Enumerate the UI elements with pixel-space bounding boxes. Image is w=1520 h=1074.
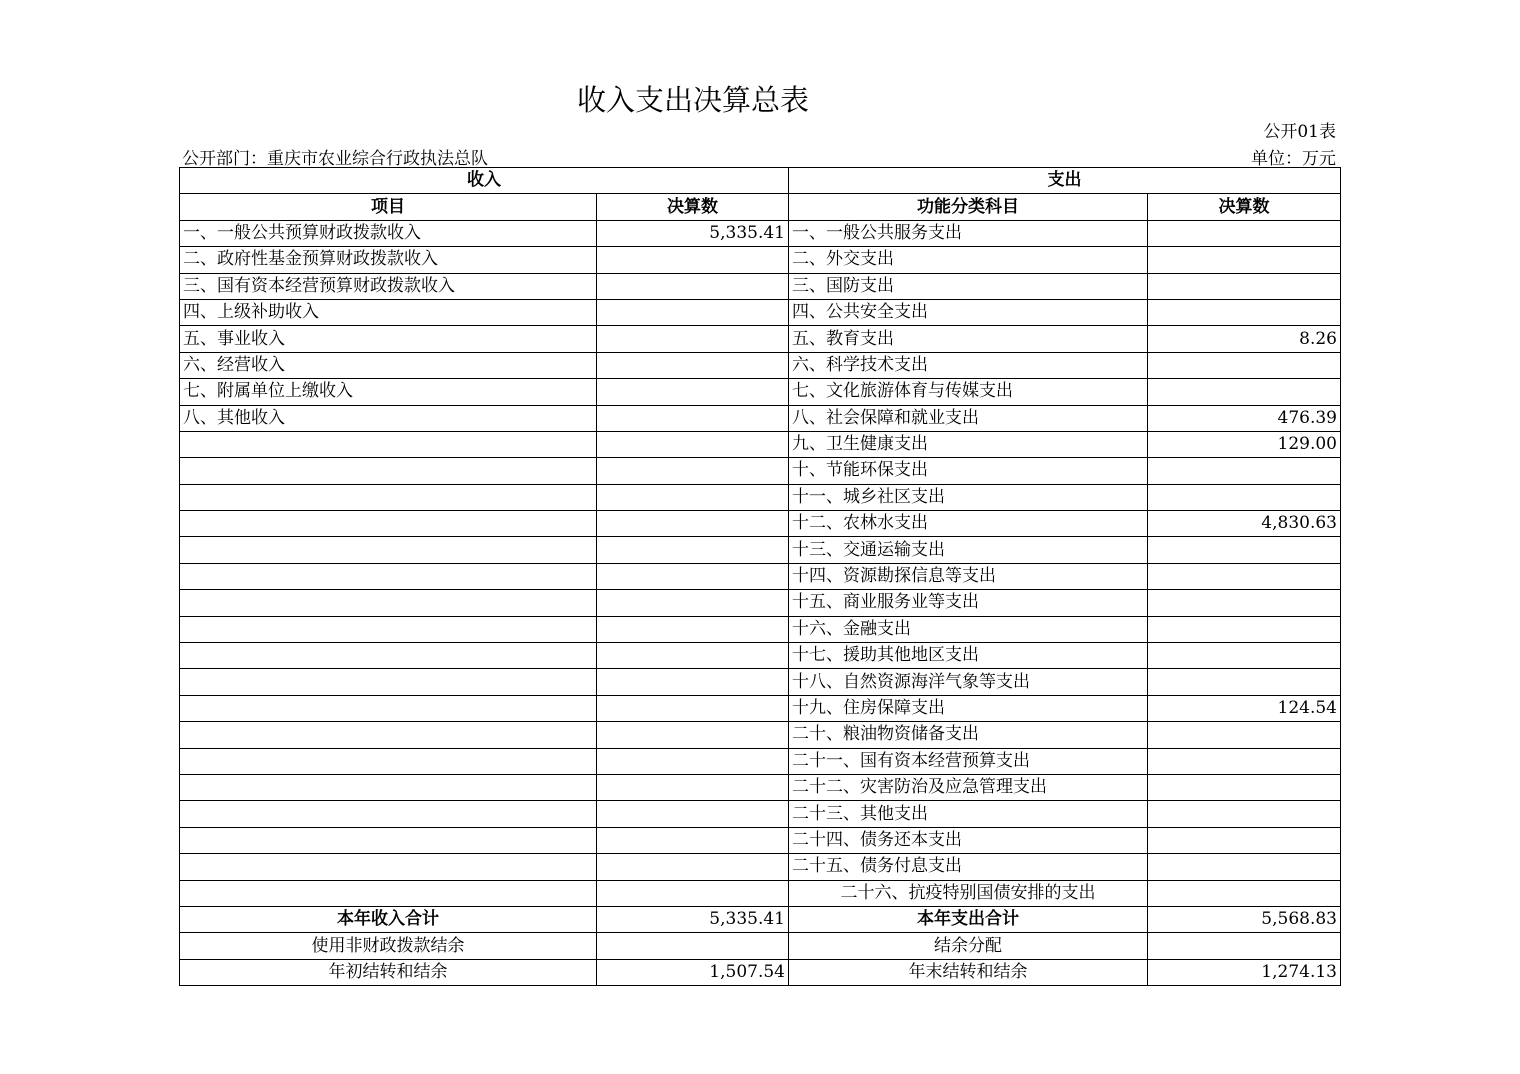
total-income-amount-cell: 1,507.54	[597, 959, 789, 985]
expense-item-cell: 十一、城乡社区支出	[789, 484, 1148, 510]
expense-amount-cell	[1148, 379, 1341, 405]
table-row	[180, 643, 1341, 669]
table-row	[180, 458, 1341, 484]
expense-amount-cell	[1148, 616, 1341, 642]
income-item-cell: 一、一般公共预算财政拨款收入	[180, 220, 597, 246]
expense-section-header: 支出	[789, 168, 1341, 194]
total-expense-label-cell: 年末结转和结余	[789, 959, 1148, 985]
income-item-cell	[180, 616, 597, 642]
income-item-cell	[180, 643, 597, 669]
income-amount-cell	[597, 247, 789, 273]
total-expense-amount-cell: 5,568.83	[1148, 906, 1341, 932]
table-row	[180, 352, 1341, 378]
table-row	[180, 563, 1341, 589]
income-amount-cell	[597, 801, 789, 827]
table-row	[180, 484, 1341, 510]
income-amount-cell	[597, 379, 789, 405]
income-amount-cell	[597, 722, 789, 748]
table-row	[180, 431, 1341, 457]
expense-item-cell: 二十、粮油物资储备支出	[789, 722, 1148, 748]
income-item-cell: 三、国有资本经营预算财政拨款收入	[180, 273, 597, 299]
expense-item-cell: 十九、住房保障支出	[789, 695, 1148, 721]
department-label: 公开部门：重庆市农业综合行政执法总队	[182, 149, 488, 169]
table-row	[180, 695, 1341, 721]
expense-item-cell: 二十五、债务付息支出	[789, 854, 1148, 880]
income-amount-cell	[597, 273, 789, 299]
unit-label: 单位：万元	[1251, 149, 1336, 169]
expense-item-cell: 四、公共安全支出	[789, 299, 1148, 325]
income-item-cell: 八、其他收入	[180, 405, 597, 431]
income-item-cell	[180, 669, 597, 695]
income-amount-cell	[597, 695, 789, 721]
expense-amount-cell	[1148, 801, 1341, 827]
expense-item-cell: 十二、农林水支出	[789, 511, 1148, 537]
table-row	[180, 827, 1341, 853]
income-amount-cell	[597, 748, 789, 774]
item-column-header: 项目	[180, 194, 597, 220]
income-item-cell	[180, 880, 597, 906]
expense-amount-cell	[1148, 643, 1341, 669]
table-row	[180, 273, 1341, 299]
expense-amount-cell	[1148, 748, 1341, 774]
expense-item-cell: 二、外交支出	[789, 247, 1148, 273]
expense-item-cell: 二十六、抗疫特别国债安排的支出	[789, 880, 1148, 906]
total-income-amount-cell	[597, 933, 789, 959]
income-item-cell	[180, 484, 597, 510]
expense-item-cell: 十四、资源勘探信息等支出	[789, 563, 1148, 589]
income-item-cell: 七、附属单位上缴收入	[180, 379, 597, 405]
expense-amount-cell	[1148, 220, 1341, 246]
income-item-cell: 六、经营收入	[180, 352, 597, 378]
income-amount-cell	[597, 854, 789, 880]
form-number: 公开01表	[1263, 122, 1336, 142]
expense-item-cell: 十五、商业服务业等支出	[789, 590, 1148, 616]
table-row	[180, 326, 1341, 352]
expense-item-cell: 七、文化旅游体育与传媒支出	[789, 379, 1148, 405]
expense-amount-cell	[1148, 352, 1341, 378]
income-amount-cell	[597, 669, 789, 695]
expense-amount-cell	[1148, 484, 1341, 510]
income-amount-cell	[597, 563, 789, 589]
income-amount-cell	[597, 431, 789, 457]
table-row	[180, 774, 1341, 800]
expense-item-cell: 十六、金融支出	[789, 616, 1148, 642]
expense-amount-cell	[1148, 722, 1341, 748]
table-row	[180, 616, 1341, 642]
expense-amount-cell: 8.26	[1148, 326, 1341, 352]
table-row	[180, 537, 1341, 563]
total-expense-amount-cell	[1148, 933, 1341, 959]
expense-item-cell: 八、社会保障和就业支出	[789, 405, 1148, 431]
expense-amount-cell	[1148, 247, 1341, 273]
report-title: 收入支出决算总表	[576, 83, 809, 117]
income-item-cell	[180, 774, 597, 800]
income-item-cell: 四、上级补助收入	[180, 299, 597, 325]
total-expense-amount-cell: 1,274.13	[1148, 959, 1341, 985]
total-income-label-cell: 年初结转和结余	[180, 959, 597, 985]
table-row	[180, 669, 1341, 695]
expense-item-cell: 九、卫生健康支出	[789, 431, 1148, 457]
expense-item-cell: 一、一般公共服务支出	[789, 220, 1148, 246]
income-item-cell	[180, 722, 597, 748]
total-row	[180, 959, 1341, 985]
expense-amount-cell	[1148, 563, 1341, 589]
income-amount-cell	[597, 511, 789, 537]
income-amount-cell	[597, 299, 789, 325]
total-income-label-cell: 本年收入合计	[180, 906, 597, 932]
expense-amount-cell	[1148, 590, 1341, 616]
income-amount-cell	[597, 827, 789, 853]
income-amount-cell	[597, 643, 789, 669]
income-item-cell	[180, 511, 597, 537]
expense-amount-cell: 4,830.63	[1148, 511, 1341, 537]
income-item-cell	[180, 431, 597, 457]
income-item-cell	[180, 827, 597, 853]
income-amount-cell	[597, 616, 789, 642]
income-amount-cell	[597, 326, 789, 352]
income-amount-cell	[597, 880, 789, 906]
expense-item-cell: 二十四、债务还本支出	[789, 827, 1148, 853]
table-row	[180, 379, 1341, 405]
table-row	[180, 880, 1341, 906]
expense-amount-cell: 124.54	[1148, 695, 1341, 721]
total-income-amount-cell: 5,335.41	[597, 906, 789, 932]
table-row	[180, 748, 1341, 774]
income-amount-cell	[597, 405, 789, 431]
table-row	[180, 801, 1341, 827]
total-expense-label-cell: 结余分配	[789, 933, 1148, 959]
expense-amount-cell	[1148, 299, 1341, 325]
total-row	[180, 933, 1341, 959]
expense-item-cell: 二十二、灾害防治及应急管理支出	[789, 774, 1148, 800]
expense-amount-column-header: 决算数	[1148, 194, 1341, 220]
income-item-cell	[180, 854, 597, 880]
table-row	[180, 220, 1341, 246]
income-section-header: 收入	[180, 168, 789, 194]
expense-amount-cell	[1148, 537, 1341, 563]
expense-item-cell: 十三、交通运输支出	[789, 537, 1148, 563]
expense-amount-cell: 129.00	[1148, 431, 1341, 457]
income-item-cell	[180, 458, 597, 484]
column-header-row	[180, 194, 1341, 220]
expense-item-cell: 十七、援助其他地区支出	[789, 643, 1148, 669]
expense-item-cell: 十八、自然资源海洋气象等支出	[789, 669, 1148, 695]
expense-item-cell: 二十三、其他支出	[789, 801, 1148, 827]
income-amount-column-header: 决算数	[597, 194, 789, 220]
income-item-cell	[180, 590, 597, 616]
expense-amount-cell	[1148, 880, 1341, 906]
income-amount-cell	[597, 590, 789, 616]
income-amount-cell	[597, 352, 789, 378]
table-row	[180, 722, 1341, 748]
income-amount-cell	[597, 458, 789, 484]
income-amount-cell	[597, 537, 789, 563]
income-amount-cell: 5,335.41	[597, 220, 789, 246]
table-row	[180, 299, 1341, 325]
total-income-label-cell: 使用非财政拨款结余	[180, 933, 597, 959]
table-row	[180, 405, 1341, 431]
income-item-cell	[180, 748, 597, 774]
expense-amount-cell	[1148, 854, 1341, 880]
expense-item-cell: 三、国防支出	[789, 273, 1148, 299]
expense-amount-cell	[1148, 273, 1341, 299]
expense-amount-cell	[1148, 669, 1341, 695]
table-row	[180, 590, 1341, 616]
income-amount-cell	[597, 484, 789, 510]
expense-item-cell: 十、节能环保支出	[789, 458, 1148, 484]
func-item-column-header: 功能分类科目	[789, 194, 1148, 220]
expense-amount-cell: 476.39	[1148, 405, 1341, 431]
income-item-cell: 二、政府性基金预算财政拨款收入	[180, 247, 597, 273]
expense-amount-cell	[1148, 774, 1341, 800]
expense-item-cell: 五、教育支出	[789, 326, 1148, 352]
table-row	[180, 511, 1341, 537]
total-expense-label-cell: 本年支出合计	[789, 906, 1148, 932]
table-row	[180, 247, 1341, 273]
expense-amount-cell	[1148, 827, 1341, 853]
income-amount-cell	[597, 774, 789, 800]
table-row	[180, 854, 1341, 880]
expense-amount-cell	[1148, 458, 1341, 484]
total-row	[180, 906, 1341, 932]
section-header-row	[180, 168, 1341, 194]
income-item-cell	[180, 801, 597, 827]
income-item-cell	[180, 695, 597, 721]
income-item-cell	[180, 563, 597, 589]
income-item-cell	[180, 537, 597, 563]
expense-item-cell: 六、科学技术支出	[789, 352, 1148, 378]
income-expense-table	[179, 167, 1341, 986]
income-item-cell: 五、事业收入	[180, 326, 597, 352]
expense-item-cell: 二十一、国有资本经营预算支出	[789, 748, 1148, 774]
